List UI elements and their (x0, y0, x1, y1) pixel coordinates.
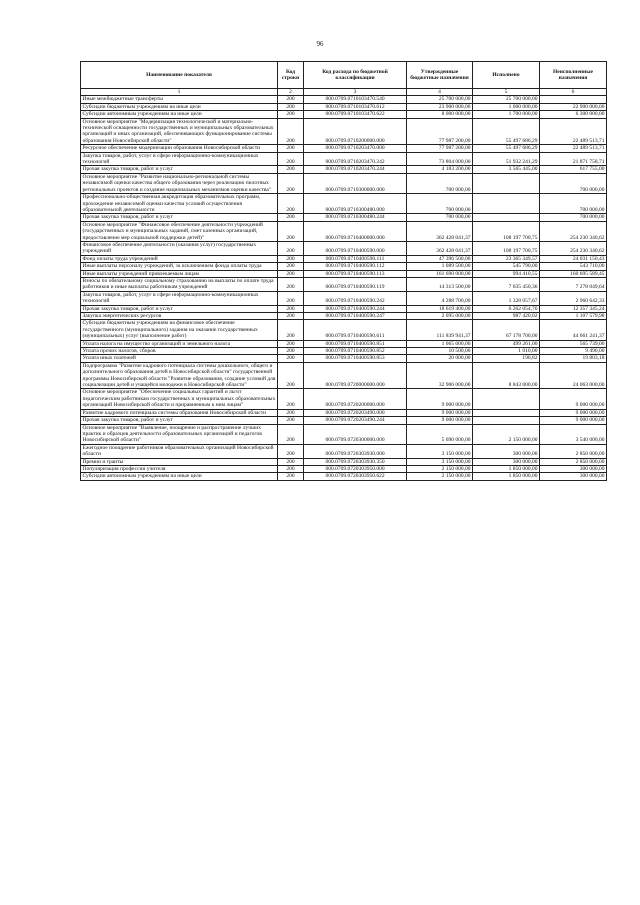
unexecuted-amount-cell: 24 063 000,00 (540, 362, 607, 389)
executed-amount-cell: 1 700 000,00 (473, 111, 540, 118)
indicator-name-cell: Премии и гранты (81, 458, 278, 465)
classification-code-cell: 000.0709.0710400590.852 (304, 348, 407, 355)
line-code-cell: 200 (278, 166, 304, 173)
executed-amount-cell: 6 262 054,76 (473, 305, 540, 312)
line-code-cell: 200 (278, 305, 304, 312)
indicator-name-cell: Прочая закупка товаров, работ и услуг (81, 166, 278, 173)
executed-amount-cell: 2 150 000,00 (473, 424, 540, 444)
line-code-cell: 200 (278, 362, 304, 389)
classification-code-cell: 000.0709.0710300000.000 (304, 173, 407, 193)
approved-amount-cell: 4 288 700,00 (407, 291, 473, 305)
line-code-cell: 200 (278, 96, 304, 103)
approved-amount-cell: 73 804 000,00 (407, 152, 473, 166)
approved-amount-cell: 14 313 500,00 (407, 277, 473, 291)
approved-amount-cell: 8 000 000,00 (407, 111, 473, 118)
classification-code-cell: 000.0709.0710400590.000 (304, 241, 407, 255)
executed-amount-cell: 499 261,00 (473, 340, 540, 347)
indicator-name-cell: Прочая закупка товаров, работ и услуг (81, 417, 278, 424)
line-code-cell: 200 (278, 409, 304, 416)
classification-code-cell: 000.0709.0720303950.000 (304, 465, 407, 472)
executed-amount-cell (473, 417, 540, 424)
executed-amount-cell: 55 497 686,29 (473, 145, 540, 152)
indicator-name-cell: Основное мероприятие "Финансовое обеспечение деятельности учреждений (государственных и муниципальных заданий, смет казенных организаций, предоставление мер социальной поддержки детей)" (81, 221, 278, 241)
indicator-name-cell: Основное мероприятие "Модернизация технологической и материально-технической оснащенности государственных и муниципальных образовательных организаций и иных организаций, обеспечивающих функционирование системы образования Новосибирской области" (81, 118, 278, 145)
executed-amount-cell (473, 389, 540, 409)
classification-code-cell: 000.0709.0710400590.113 (304, 270, 407, 277)
executed-amount-cell: 1 850 000,00 (473, 473, 540, 480)
classification-code-cell: 000.0709.0710400590.247 (304, 313, 407, 320)
line-code-cell: 200 (278, 111, 304, 118)
table-row (81, 152, 607, 166)
unexecuted-amount-cell: 44 661 241,37 (540, 320, 607, 340)
table-row (81, 465, 607, 472)
table-row (81, 320, 607, 340)
indicator-name-cell: Взносы по обязательному социальному страхованию на выплаты по оплате труда работников и иные выплаты работникам учреждений (81, 277, 278, 291)
approved-amount-cell: 9 000 000,00 (407, 417, 473, 424)
approved-amount-cell: 2 150 000,00 (407, 473, 473, 480)
executed-amount-cell: 108 197 700,75 (473, 221, 540, 241)
executed-amount-cell: 55 497 686,29 (473, 118, 540, 145)
executed-amount-cell: 51 932 241,29 (473, 152, 540, 166)
approved-amount-cell: 111 839 941,37 (407, 320, 473, 340)
classification-code-cell: 000.0709.0720300000.000 (304, 424, 407, 444)
classification-code-cell: 000.0709.0720200000.000 (304, 389, 407, 409)
approved-amount-cell: 2 150 000,00 (407, 465, 473, 472)
approved-amount-cell: 18 619 400,00 (407, 305, 473, 312)
executed-amount-cell: 7 035 450,36 (473, 277, 540, 291)
classification-code-cell: 000.0709.0710200000.000 (304, 118, 407, 145)
executed-amount-cell (473, 194, 540, 214)
column-number: 5 (473, 89, 540, 96)
unexecuted-amount-cell: 700 000,00 (540, 194, 607, 214)
executed-amount-cell (473, 214, 540, 221)
approved-amount-cell: 362 428 041,37 (407, 221, 473, 241)
unexecuted-amount-cell: 9 490,00 (540, 348, 607, 355)
indicator-name-cell: Основное мероприятие "Выявление, поощрение и распространение лучших практик и образцов деятельности образовательных организаций и педагогов Новосибирской области" (81, 424, 278, 444)
approved-amount-cell: 47 396 500,00 (407, 255, 473, 262)
approved-amount-cell: 9 000 000,00 (407, 409, 473, 416)
line-code-cell: 200 (278, 458, 304, 465)
line-code-cell: 200 (278, 348, 304, 355)
classification-code-cell: 000.0709.0710300480.244 (304, 214, 407, 221)
approved-amount-cell: 77 987 200,00 (407, 145, 473, 152)
unexecuted-amount-cell: 6 300 000,00 (540, 111, 607, 118)
executed-amount-cell: 196,82 (473, 355, 540, 362)
unexecuted-amount-cell: 22 489 513,71 (540, 145, 607, 152)
table-row (81, 473, 607, 480)
executed-amount-cell: 300 000,00 (473, 444, 540, 458)
table-row (81, 214, 607, 221)
table-row (81, 291, 607, 305)
table-row (81, 417, 607, 424)
approved-amount-cell: 4 183 200,00 (407, 166, 473, 173)
classification-code-cell: 000.0709.0710400590.244 (304, 305, 407, 312)
table-row (81, 241, 607, 255)
executed-amount-cell: 1 000 000,00 (473, 103, 540, 110)
approved-amount-cell: 1 089 500,00 (407, 263, 473, 270)
indicator-name-cell: Прочая закупка товаров, работ и услуг (81, 305, 278, 312)
table-row (81, 194, 607, 214)
table-row (81, 305, 607, 312)
table-row (81, 263, 607, 270)
indicator-name-cell: Уплата прочих налогов, сборов (81, 348, 278, 355)
indicator-name-cell: Профессионально-общественная аккредитация образовательных программ, прохождение независимой оценки качества условий осуществления образовательной деятельности (81, 194, 278, 214)
header-indicator-name: Наименование показателя (81, 62, 278, 89)
approved-amount-cell: 9 000 000,00 (407, 389, 473, 409)
table-row (81, 340, 607, 347)
table-row (81, 118, 607, 145)
unexecuted-amount-cell: 565 739,00 (540, 340, 607, 347)
classification-code-cell: 000.0709.0710103470.622 (304, 111, 407, 118)
executed-amount-cell: 23 365 349,57 (473, 255, 540, 262)
indicator-name-cell: Основное мероприятие "Развитие национально-региональной системы независимой оценки качества общего образования через реализацию пилотных региональных проектов и создание национальных механизмов оценки качества" (81, 173, 278, 193)
indicator-name-cell: Иные межбюджетные трансферты (81, 96, 278, 103)
executed-amount-cell: 67 178 700,00 (473, 320, 540, 340)
unexecuted-amount-cell: 9 000 000,00 (540, 389, 607, 409)
line-code-cell: 200 (278, 263, 304, 270)
executed-amount-cell (473, 173, 540, 193)
header-budget-classification-code: Код расхода по бюджетной классификации (304, 62, 407, 89)
line-code-cell: 200 (278, 389, 304, 409)
line-code-cell: 200 (278, 255, 304, 262)
classification-code-cell: 000.0709.0710400000.000 (304, 221, 407, 241)
classification-code-cell: 000.0709.0710103470.612 (304, 103, 407, 110)
line-code-cell: 200 (278, 145, 304, 152)
table-row (81, 270, 607, 277)
line-code-cell: 200 (278, 103, 304, 110)
classification-code-cell: 000.0709.0710400590.111 (304, 255, 407, 262)
table-row (81, 348, 607, 355)
unexecuted-amount-cell: 2 960 642,33 (540, 291, 607, 305)
approved-amount-cell: 161 690 000,00 (407, 270, 473, 277)
approved-amount-cell: 362 428 041,37 (407, 241, 473, 255)
unexecuted-amount-cell: 9 000 000,00 (540, 417, 607, 424)
unexecuted-amount-cell: 617 755,00 (540, 166, 607, 173)
classification-code-cell: 000.0709.0710400590.119 (304, 277, 407, 291)
indicator-name-cell: Субсидии бюджетным учреждениям на иные цели (81, 103, 278, 110)
executed-amount-cell: 1 328 057,67 (473, 291, 540, 305)
classification-code-cell: 000.0709.0710103470.540 (304, 96, 407, 103)
unexecuted-amount-cell: 1 107 579,98 (540, 313, 607, 320)
approved-amount-cell: 32 906 000,00 (407, 362, 473, 389)
classification-code-cell: 000.0709.0710203470.244 (304, 166, 407, 173)
unexecuted-amount-cell: 2 850 000,00 (540, 458, 607, 465)
table-row (81, 409, 607, 416)
table-row (81, 111, 607, 118)
table-row (81, 255, 607, 262)
table-row (81, 313, 607, 320)
header-executed: Исполнено (473, 62, 540, 89)
line-code-cell: 200 (278, 473, 304, 480)
line-code-cell: 200 (278, 465, 304, 472)
indicator-name-cell: Закупка энергетических ресурсов (81, 313, 278, 320)
unexecuted-amount-cell: 543 710,00 (540, 263, 607, 270)
approved-amount-cell: 2 095 000,00 (407, 313, 473, 320)
classification-code-cell: 000.0709.0710203470.000 (304, 145, 407, 152)
table-row (81, 277, 607, 291)
table-row (81, 389, 607, 409)
header-row (81, 62, 607, 89)
table-row (81, 103, 607, 110)
approved-amount-cell: 700 000,00 (407, 173, 473, 193)
indicator-name-cell: Уплата налога на имущество организаций и земельного налога (81, 340, 278, 347)
line-code-cell: 200 (278, 424, 304, 444)
approved-amount-cell: 700 000,00 (407, 194, 473, 214)
unexecuted-amount-cell: 700 000,00 (540, 173, 607, 193)
line-code-cell: 200 (278, 214, 304, 221)
line-code-cell: 200 (278, 444, 304, 458)
indicator-name-cell: Развитие кадрового потенциала системы образования Новосибирской области (81, 409, 278, 416)
indicator-name-cell: Финансовое обеспечение деятельности (оказания услуг) государственных учреждений (81, 241, 278, 255)
classification-code-cell: 000.0709.0710400590.853 (304, 355, 407, 362)
approved-amount-cell: 20 000,00 (407, 355, 473, 362)
column-number: 2 (278, 89, 304, 96)
indicator-name-cell: Фонд оплаты труда учреждений (81, 255, 278, 262)
indicator-name-cell: Уплата иных платежей (81, 355, 278, 362)
table-row (81, 173, 607, 193)
table-row (81, 221, 607, 241)
line-code-cell: 200 (278, 241, 304, 255)
header-line-code: Код строки (278, 62, 304, 89)
header-unexecuted-appropriations: Неисполненные назначения (540, 62, 607, 89)
approved-amount-cell: 77 987 200,00 (407, 118, 473, 145)
indicator-name-cell: Популяризация профессии учителя (81, 465, 278, 472)
classification-code-cell: 000.0709.0710300480.000 (304, 194, 407, 214)
column-number: 3 (304, 89, 407, 96)
line-code-cell: 200 (278, 355, 304, 362)
approved-amount-cell: 3 150 000,00 (407, 444, 473, 458)
indicator-name-cell: Подпрограмма "Развитие кадрового потенциала системы дошкольного, общего и дополнительного образования детей в Новосибирской области" государственной программы Новосибирской области "Развитие образования, создание условий для социализации детей и учащейся молодежи в Новосибирской области" (81, 362, 278, 389)
unexecuted-amount-cell: 22 489 513,71 (540, 118, 607, 145)
classification-code-cell: 000.0709.0720303950.622 (304, 473, 407, 480)
executed-amount-cell: 1 850 000,00 (473, 465, 540, 472)
line-code-cell: 200 (278, 152, 304, 166)
unexecuted-amount-cell: 2 850 000,00 (540, 444, 607, 458)
unexecuted-amount-cell: 22 900 000,00 (540, 103, 607, 110)
indicator-name-cell: Основное мероприятие "Обеспечение социальных гарантий и льгот педагогическим работникам государственных и муниципальных образовательных организаций Новосибирской области и приравненным к ним лицам" (81, 389, 278, 409)
unexecuted-amount-cell: 9 000 000,00 (540, 409, 607, 416)
indicator-name-cell: Прочая закупка товаров, работ и услуг (81, 214, 278, 221)
indicator-name-cell: Субсидии автономным учреждениям на иные цели (81, 473, 278, 480)
line-code-cell: 200 (278, 340, 304, 347)
table-row (81, 444, 607, 458)
indicator-name-cell: Субсидии автономным учреждениям на иные цели (81, 111, 278, 118)
executed-amount-cell: 8 843 000,00 (473, 362, 540, 389)
line-code-cell: 200 (278, 277, 304, 291)
approved-amount-cell: 25 700 000,00 (407, 96, 473, 103)
line-code-cell: 200 (278, 417, 304, 424)
approved-amount-cell: 5 690 000,00 (407, 424, 473, 444)
indicator-name-cell: Иные выплаты учреждений привлекаемым лицам (81, 270, 278, 277)
line-code-cell: 200 (278, 291, 304, 305)
unexecuted-amount-cell: 300 000,00 (540, 465, 607, 472)
column-number-row (81, 89, 607, 96)
column-number: 6 (540, 89, 607, 96)
classification-code-cell: 000.0709.0710400590.851 (304, 340, 407, 347)
classification-code-cell: 000.0709.0710400590.112 (304, 263, 407, 270)
column-number: 1 (81, 89, 278, 96)
executed-amount-cell: 25 700 000,00 (473, 96, 540, 103)
line-code-cell: 200 (278, 194, 304, 214)
executed-amount-cell: 3 565 445,00 (473, 166, 540, 173)
budget-execution-table (80, 61, 607, 481)
table-row (81, 145, 607, 152)
unexecuted-amount-cell (540, 96, 607, 103)
table-row (81, 355, 607, 362)
executed-amount-cell: 300 000,00 (473, 458, 540, 465)
classification-code-cell: 000.0709.0710400590.242 (304, 291, 407, 305)
executed-amount-cell: 987 420,02 (473, 313, 540, 320)
indicator-name-cell: Закупка товаров, работ, услуг в сфере информационно-коммуникационных технологий (81, 152, 278, 166)
approved-amount-cell: 10 500,00 (407, 348, 473, 355)
approved-amount-cell: 23 900 000,00 (407, 103, 473, 110)
executed-amount-cell: 994 410,55 (473, 270, 540, 277)
table-row (81, 362, 607, 389)
unexecuted-amount-cell: 300 000,00 (540, 473, 607, 480)
unexecuted-amount-cell: 7 278 049,64 (540, 277, 607, 291)
classification-code-cell: 000.0709.0720203490.000 (304, 409, 407, 416)
unexecuted-amount-cell: 700 000,00 (540, 214, 607, 221)
approved-amount-cell: 700 000,00 (407, 214, 473, 221)
unexecuted-amount-cell: 24 031 150,43 (540, 255, 607, 262)
line-code-cell: 200 (278, 313, 304, 320)
unexecuted-amount-cell: 21 871 758,71 (540, 152, 607, 166)
line-code-cell: 200 (278, 221, 304, 241)
table-row (81, 424, 607, 444)
executed-amount-cell: 545 790,00 (473, 263, 540, 270)
approved-amount-cell: 1 065 000,00 (407, 340, 473, 347)
approved-amount-cell: 3 150 000,00 (407, 458, 473, 465)
unexecuted-amount-cell: 19 803,18 (540, 355, 607, 362)
header-approved-appropriations: Утвержденные бюджетные назначения (407, 62, 473, 89)
executed-amount-cell (473, 409, 540, 416)
table-row (81, 458, 607, 465)
unexecuted-amount-cell: 254 230 340,62 (540, 221, 607, 241)
column-number: 4 (407, 89, 473, 96)
line-code-cell: 200 (278, 320, 304, 340)
executed-amount-cell: 108 197 700,75 (473, 241, 540, 255)
classification-code-cell: 000.0709.0720303930.000 (304, 444, 407, 458)
classification-code-cell: 000.0709.0710400590.611 (304, 320, 407, 340)
unexecuted-amount-cell: 254 230 340,62 (540, 241, 607, 255)
unexecuted-amount-cell: 3 540 000,00 (540, 424, 607, 444)
classification-code-cell: 000.0709.0720203490.244 (304, 417, 407, 424)
executed-amount-cell: 1 010,00 (473, 348, 540, 355)
indicator-name-cell: Ежегодное поощрение работников образовательных организаций Новосибирской области (81, 444, 278, 458)
indicator-name-cell: Ресурсное обеспечение модернизации образования Новосибирской области (81, 145, 278, 152)
unexecuted-amount-cell: 160 695 589,45 (540, 270, 607, 277)
unexecuted-amount-cell: 12 357 345,24 (540, 305, 607, 312)
indicator-name-cell: Субсидии бюджетным учреждениям на финансовое обеспечение государственного (муниципального) задания на оказание государственных (муниципальных) услуг (выполнение работ) (81, 320, 278, 340)
line-code-cell: 200 (278, 118, 304, 145)
classification-code-cell: 000.0709.0720000000.000 (304, 362, 407, 389)
indicator-name-cell: Иные выплаты персоналу учреждений, за исключением фонда оплаты труда (81, 263, 278, 270)
page-number: 96 (316, 40, 324, 48)
table-row (81, 166, 607, 173)
table-row (81, 96, 607, 103)
classification-code-cell: 000.0709.0720303930.350 (304, 458, 407, 465)
indicator-name-cell: Закупка товаров, работ, услуг в сфере информационно-коммуникационных технологий (81, 291, 278, 305)
line-code-cell: 200 (278, 173, 304, 193)
classification-code-cell: 000.0709.0710203470.242 (304, 152, 407, 166)
line-code-cell: 200 (278, 270, 304, 277)
